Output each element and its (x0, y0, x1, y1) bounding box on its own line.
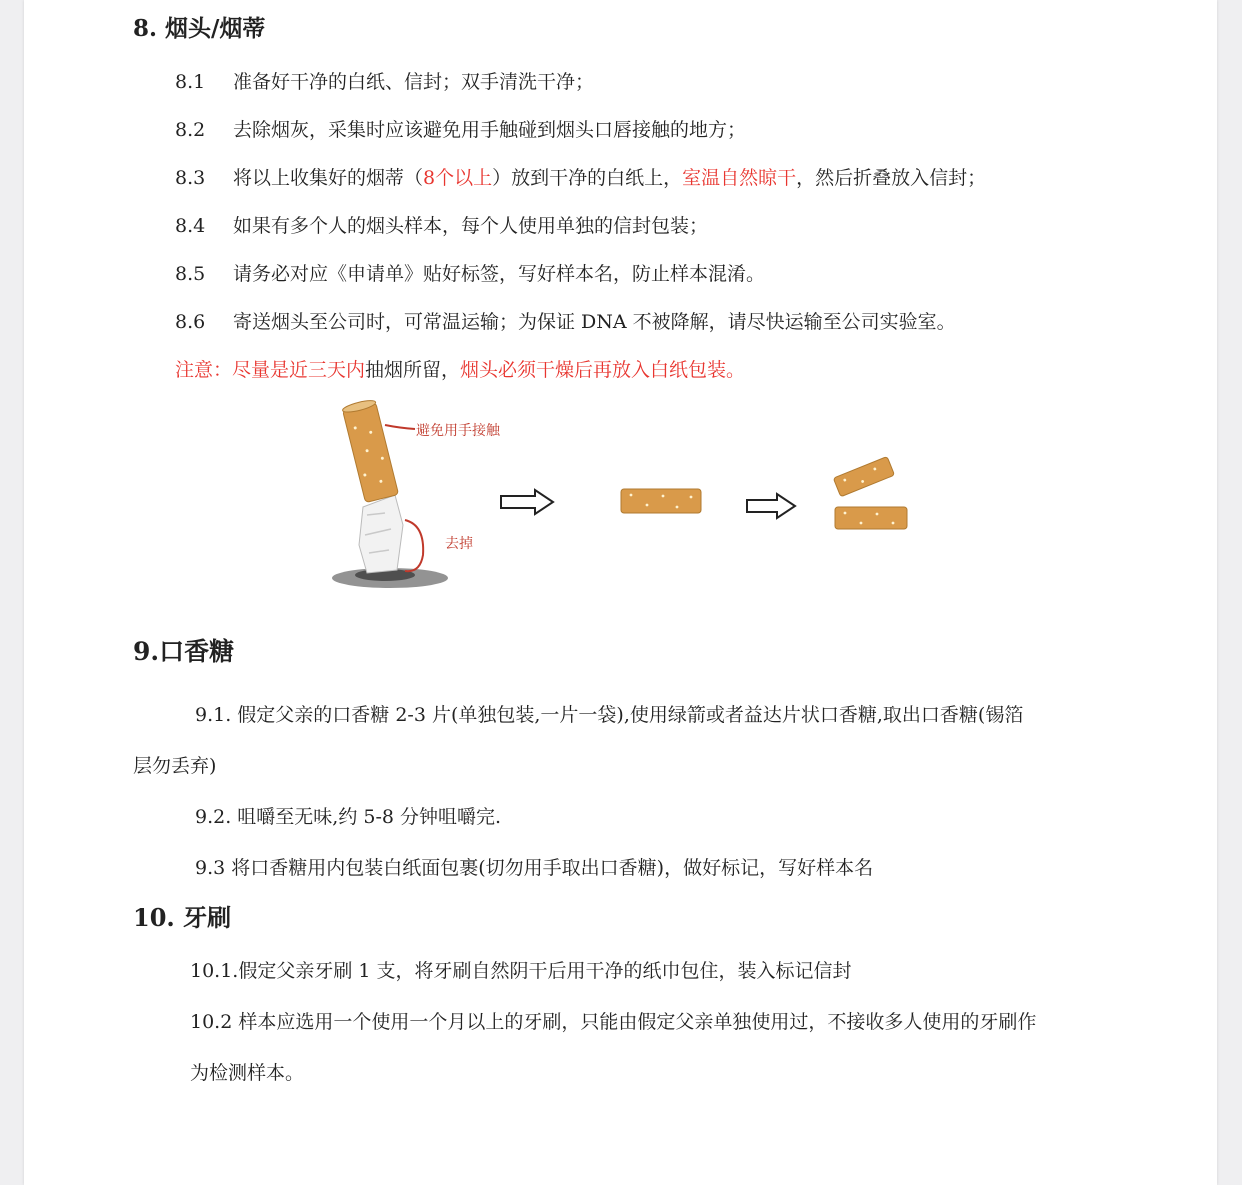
pointer-avoid (385, 425, 415, 429)
item-8-2 (175, 115, 746, 142)
filter-piece-split-top (833, 456, 894, 496)
item-8-4 (175, 211, 708, 238)
arrow-right-icon (501, 490, 553, 514)
item-8-1 (175, 67, 594, 94)
filter-piece (621, 489, 701, 513)
section-8-title: 8. 烟头/烟蒂 (133, 15, 266, 42)
gum-step-1-line-1: 9.1. 假定父亲的口香糖 2-3 片(单独包装,一片一袋),使用绿箭或者益达片状口香糖,取出口香糖(锡箔 (195, 704, 1024, 726)
item-text: 请务必对应《申请单》贴好标签，写好样本名，防止样本混淆。 (233, 263, 766, 285)
item-text: 将以上收集好的烟蒂（ (233, 167, 424, 189)
pointer-remove (405, 520, 423, 571)
note-red-1: 注意：尽量是近三天内 (175, 359, 366, 381)
note-line (175, 355, 745, 382)
gum-step-3: 9.3 将口香糖用内包装白纸面包裹(切勿用手取出口香糖)，做好标记，写好样本名 (195, 857, 874, 879)
item-8-3 (175, 163, 986, 190)
item-text: 寄送烟头至公司时，可常温运输；为保证 DNA 不被降解，请尽快运输至公司实验室。 (233, 311, 956, 333)
section-10-title: 10. 牙刷 (133, 903, 232, 932)
arrow-right-icon (747, 494, 795, 518)
toothbrush-step-2-line-1: 10.2 样本应选用一个使用一个月以上的牙刷，只能由假定父亲单独使用过，不接收多人使用的牙刷作 (190, 1011, 1037, 1033)
crushed-paper (359, 495, 403, 573)
filter-piece-split-bottom (835, 507, 907, 529)
highlight-count: 8个以上 (423, 167, 493, 189)
gum-step-1-line-2: 层勿丢弃) (133, 755, 217, 777)
label-remove: 去掉 (445, 536, 473, 552)
cigarette-filter (342, 398, 399, 502)
item-number: 8.5 (175, 263, 206, 285)
item-8-6 (175, 307, 956, 334)
item-number: 8.6 (175, 311, 206, 333)
section-9-title: 9.口香糖 (133, 637, 235, 666)
item-8-5 (175, 259, 765, 286)
label-avoid-touch: 避免用手接触 (416, 423, 500, 439)
note-red-2: 烟头必须干燥后再放入白纸包装。 (460, 359, 746, 381)
item-text: 如果有多个人的烟头样本，每个人使用单独的信封包装； (233, 215, 709, 237)
item-number: 8.1 (175, 71, 206, 93)
item-number: 8.2 (175, 119, 206, 141)
item-text: 去除烟灰，采集时应该避免用手触碰到烟头口唇接触的地方； (233, 119, 747, 141)
toothbrush-step-2-line-2: 为检测样本。 (190, 1062, 305, 1084)
item-text: ）放到干净的白纸上， (492, 167, 683, 189)
toothbrush-step-1: 10.1.假定父亲牙刷 1 支，将牙刷自然阴干后用干净的纸巾包住，装入标记信封 (190, 960, 852, 982)
item-text: 准备好干净的白纸、信封；双手清洗干净； (233, 71, 595, 93)
note-black: 抽烟所留， (365, 359, 461, 381)
item-number: 8.4 (175, 215, 206, 237)
cigarette-figure (325, 395, 925, 605)
item-number: 8.3 (175, 167, 206, 189)
highlight-dry: 室温自然晾干 (682, 167, 797, 189)
gum-step-2: 9.2. 咀嚼至无味,约 5-8 分钟咀嚼完. (195, 806, 502, 828)
item-text: ，然后折叠放入信封； (796, 167, 987, 189)
